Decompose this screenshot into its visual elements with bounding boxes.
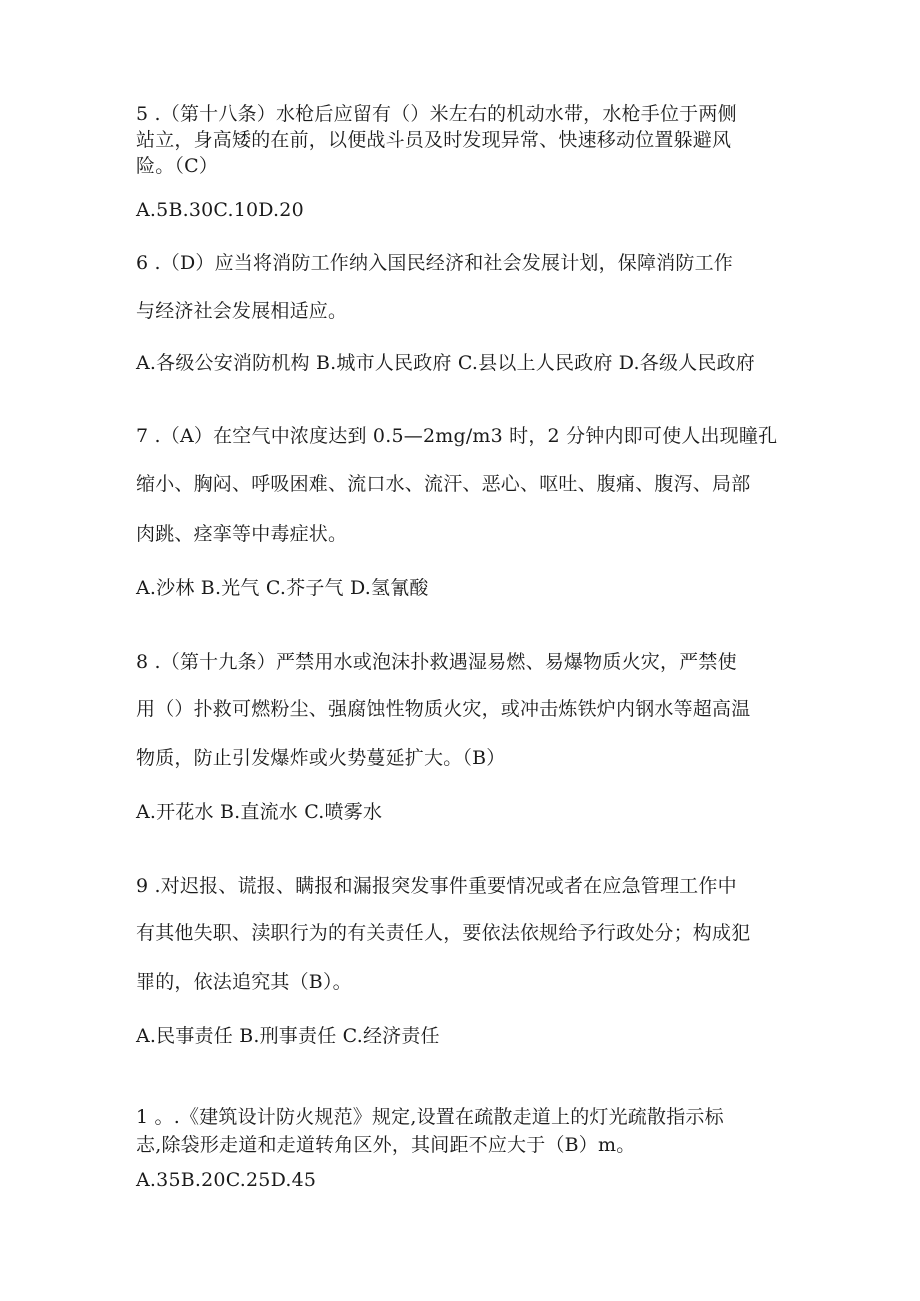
question-8-line-3: 物质，防止引发爆炸或火势蔓延扩大。（B） — [136, 747, 506, 769]
question-9-line-1: 9 .对迟报、谎报、瞒报和漏报突发事件重要情况或者在应急管理工作中 — [136, 875, 737, 897]
question-10-line-2: 志,除袋形走道和走道转角区外，其间距不应大于（B）m。 — [136, 1134, 636, 1156]
question-9-options: A.民事责任 B.刑事责任 C.经济责任 — [136, 1025, 440, 1047]
question-5-line-2: 站立，身高矮的在前，以便战斗员及时发现异常、快速移动位置躲避风 — [136, 129, 732, 151]
question-9-line-2: 有其他失职、渎职行为的有关责任人，要依法依规给予行政处分；构成犯 — [136, 922, 751, 944]
question-5-line-1: 5 .（第十八条）水枪后应留有（）米左右的机动水带，水枪手位于两侧 — [136, 103, 737, 125]
question-5-options: A.5B.30C.10D.20 — [136, 199, 304, 221]
question-8-line-1: 8 .（第十九条）严禁用水或泡沫扑救遇湿易燃、易爆物质火灾，严禁使 — [136, 651, 737, 673]
question-8-options: A.开花水 B.直流水 C.喷雾水 — [136, 801, 383, 823]
question-7-line-1: 7 .（A）在空气中浓度达到 0.5—2mg/m3 时，2 分钟内即可使人出现瞳孔 — [136, 425, 778, 447]
question-7-options: A.沙林 B.光气 C.芥子气 D.氢氰酸 — [136, 577, 429, 599]
question-7-line-3: 肉跳、痉挛等中毒症状。 — [136, 523, 348, 545]
question-6-options: A.各级公安消防机构 B.城市人民政府 C.县以上人民政府 D.各级人民政府 — [136, 352, 755, 374]
question-5-line-3: 险。（C） — [136, 155, 219, 177]
question-8-line-2: 用（）扑救可燃粉尘、强腐蚀性物质火灾，或冲击炼铁炉内钢水等超高温 — [136, 698, 751, 720]
question-10-options: A.35B.20C.25D.45 — [136, 1169, 317, 1191]
question-6-line-1: 6 .（D）应当将消防工作纳入国民经济和社会发展计划，保障消防工作 — [136, 252, 734, 274]
question-10-line-1: 1 。.《建筑设计防火规范》规定,设置在疏散走道上的灯光疏散指示标 — [136, 1106, 724, 1128]
question-6-line-2: 与经济社会发展相适应。 — [136, 300, 348, 322]
question-7-line-2: 缩小、胸闷、呼吸困难、流口水、流汗、恶心、呕吐、腹痛、腹泻、局部 — [136, 473, 751, 495]
question-9-line-3: 罪的，依法追究其（B）。 — [136, 971, 352, 993]
